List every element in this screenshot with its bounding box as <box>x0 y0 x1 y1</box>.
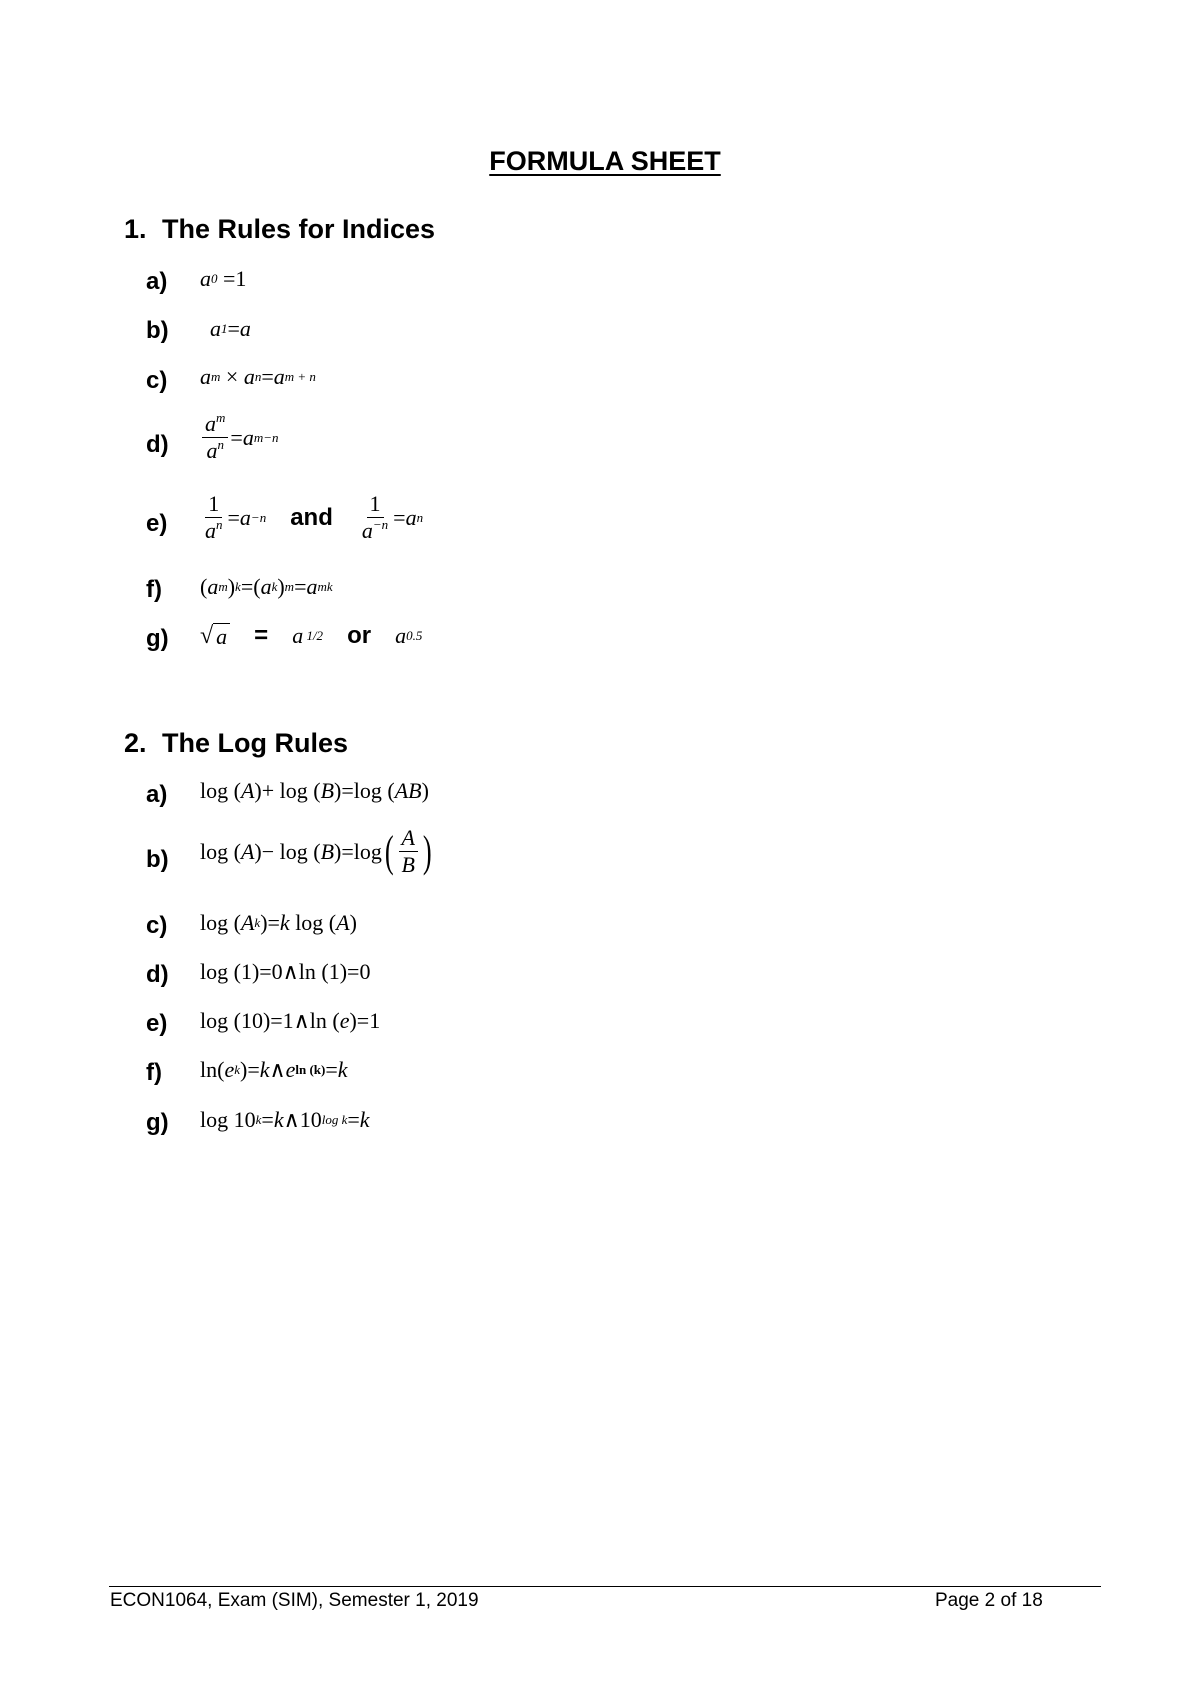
section-number: 2. <box>124 728 147 758</box>
or-word: or <box>347 622 372 649</box>
formula-quotient-rule: $\frac{a^m}{a^n}$ = a m−n <box>200 412 278 463</box>
item-label: b) <box>146 317 169 344</box>
section-title: The Log Rules <box>162 728 349 758</box>
section-heading-indices <box>124 214 435 245</box>
formula-log-product: log ( A )+ log ( B )=log ( AB ) <box>200 778 429 803</box>
item-label: d) <box>146 961 169 988</box>
item-label: e) <box>146 1010 168 1037</box>
item-label: e) <box>146 510 168 537</box>
item-label: g) <box>146 1109 169 1136</box>
formula-log-quotient: log ( A )− log ( B )=log ( $\frac{A}{B}$ ) <box>200 825 432 878</box>
equals-word: = <box>254 622 269 649</box>
formula-log-inverse: log 10 k = k ∧10 log k = k <box>200 1107 370 1132</box>
footer-course-info: ECON1064, Exam (SIM), Semester 1, 2019 <box>110 1590 479 1611</box>
section-heading-logs <box>124 728 348 759</box>
and-word: and <box>290 503 333 531</box>
item-label: c) <box>146 367 168 394</box>
formula-negative-power: $\frac{1}{a^n}$ = a −n and $\frac{1}{a^{-n}}$ = a n <box>205 491 424 544</box>
formula-square-root: √ a = a 1/2 or a 0.5 <box>200 622 423 649</box>
footer-page-number: Page 2 of 18 <box>935 1590 1043 1611</box>
item-label: d) <box>146 431 169 458</box>
item-label: b) <box>146 846 169 873</box>
formula-zero-power: a 0 =1 <box>200 266 247 291</box>
formula-first-power: a 1 = a <box>210 316 251 341</box>
item-label: f) <box>146 576 162 603</box>
item-label: a) <box>146 268 168 295</box>
formula-log-base: log (10)=1∧ln ( e )=1 <box>200 1008 381 1033</box>
page-title: FORMULA SHEET <box>489 146 721 176</box>
formula-ln-inverse: ln( e k )= k ∧ e ln (k) = k <box>200 1057 348 1082</box>
item-label: a) <box>146 781 168 808</box>
formula-log-one: log (1)=0∧ln (1)=0 <box>200 959 371 984</box>
item-label: g) <box>146 625 169 652</box>
formula-log-power: log ( A k )= k log ( A ) <box>200 910 357 935</box>
formula-power-of-power: ( a m ) k =( a k ) m = a mk <box>200 574 333 599</box>
item-label: f) <box>146 1059 162 1086</box>
section-title: The Rules for Indices <box>162 214 436 244</box>
item-label: c) <box>146 912 168 939</box>
footer-rule <box>109 1586 1101 1587</box>
section-number: 1. <box>124 214 147 244</box>
formula-product-rule: a m × a n = a m + n <box>200 364 316 389</box>
